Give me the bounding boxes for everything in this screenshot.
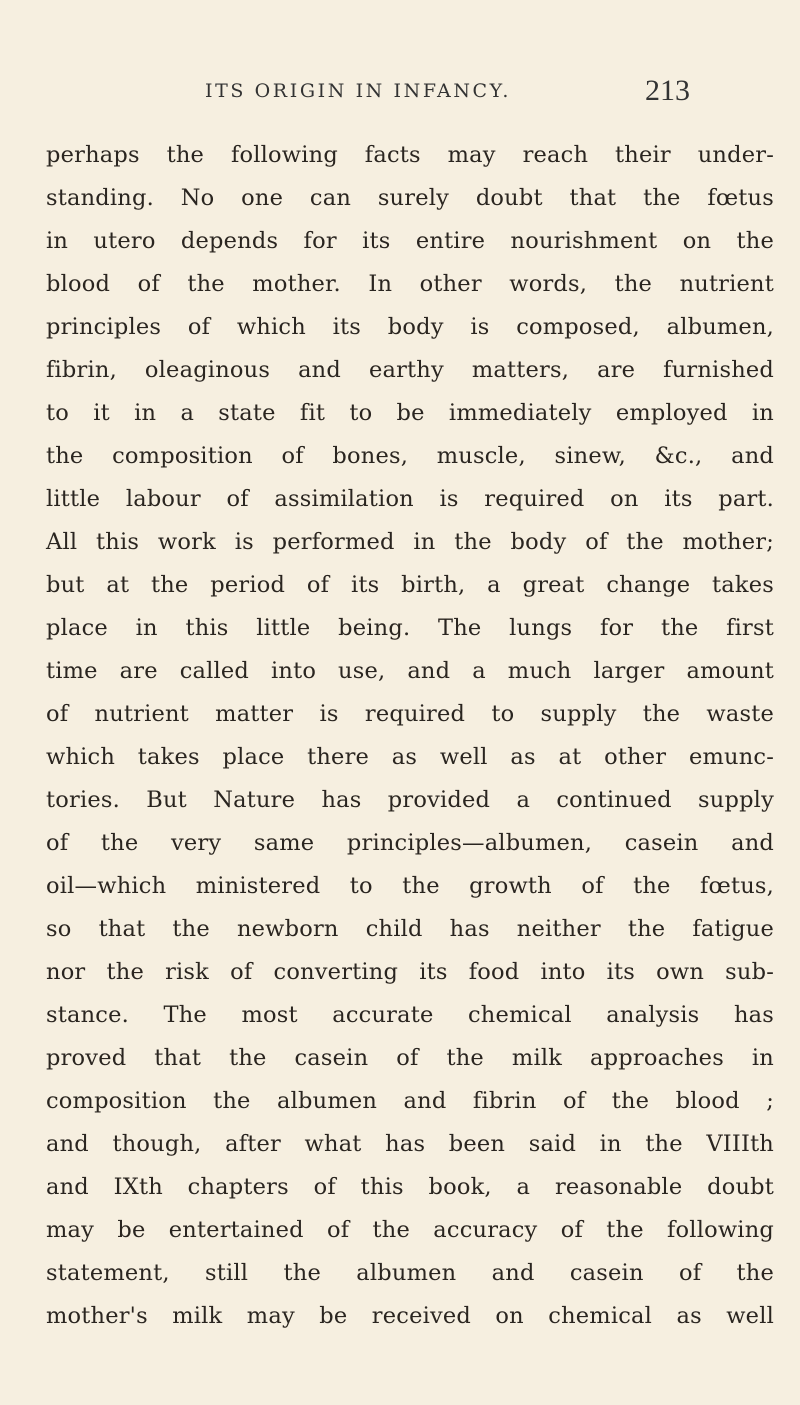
text-line: and IXth chapters of this book, a reasonable doubt <box>46 1174 774 1200</box>
running-head <box>0 74 800 114</box>
text-line: All this work is performed in the body of the mother; <box>46 529 774 555</box>
text-line: nor the risk of converting its food into its own sub- <box>46 959 774 985</box>
text-line: place in this little being. The lungs for the first <box>46 615 774 641</box>
text-line: so that the newborn child has neither the fatigue <box>46 916 774 942</box>
text-line: standing. No one can surely doubt that the fœtus <box>46 185 774 211</box>
text-line: perhaps the following facts may reach their under- <box>46 142 774 168</box>
text-line: proved that the casein of the milk approaches in <box>46 1045 774 1071</box>
text-line: stance. The most accurate chemical analysis has <box>46 1002 774 1028</box>
text-line: of nutrient matter is required to supply the waste <box>46 701 774 727</box>
body-text <box>46 134 774 1338</box>
text-line: to it in a state fit to be immediately employed in <box>46 400 774 426</box>
text-line: oil—which ministered to the growth of the fœtus, <box>46 873 774 899</box>
text-line: tories. But Nature has provided a continued supply <box>46 787 774 813</box>
text-line: in utero depends for its entire nourishment on the <box>46 228 774 254</box>
text-line: blood of the mother. In other words, the nutrient <box>46 271 774 297</box>
text-line: but at the period of its birth, a great change takes <box>46 572 774 598</box>
text-line: fibrin, oleaginous and earthy matters, are furnished <box>46 357 774 383</box>
text-line: composition the albumen and fibrin of the blood ; <box>46 1088 774 1114</box>
text-line: may be entertained of the accuracy of the following <box>46 1217 774 1243</box>
text-line: little labour of assimilation is required on its part. <box>46 486 774 512</box>
running-title: ITS ORIGIN IN INFANCY. <box>205 80 512 102</box>
text-line: the composition of bones, muscle, sinew, &c., and <box>46 443 774 469</box>
text-line: mother's milk may be received on chemical as well <box>46 1303 774 1329</box>
text-line: and though, after what has been said in the VIIIth <box>46 1131 774 1157</box>
text-line: statement, still the albumen and casein of the <box>46 1260 774 1286</box>
text-line: which takes place there as well as at other emunc- <box>46 744 774 770</box>
text-line: of the very same principles—albumen, casein and <box>46 830 774 856</box>
text-line: principles of which its body is composed, albumen, <box>46 314 774 340</box>
text-line: time are called into use, and a much larger amount <box>46 658 774 684</box>
page-number: 213 <box>645 74 690 107</box>
